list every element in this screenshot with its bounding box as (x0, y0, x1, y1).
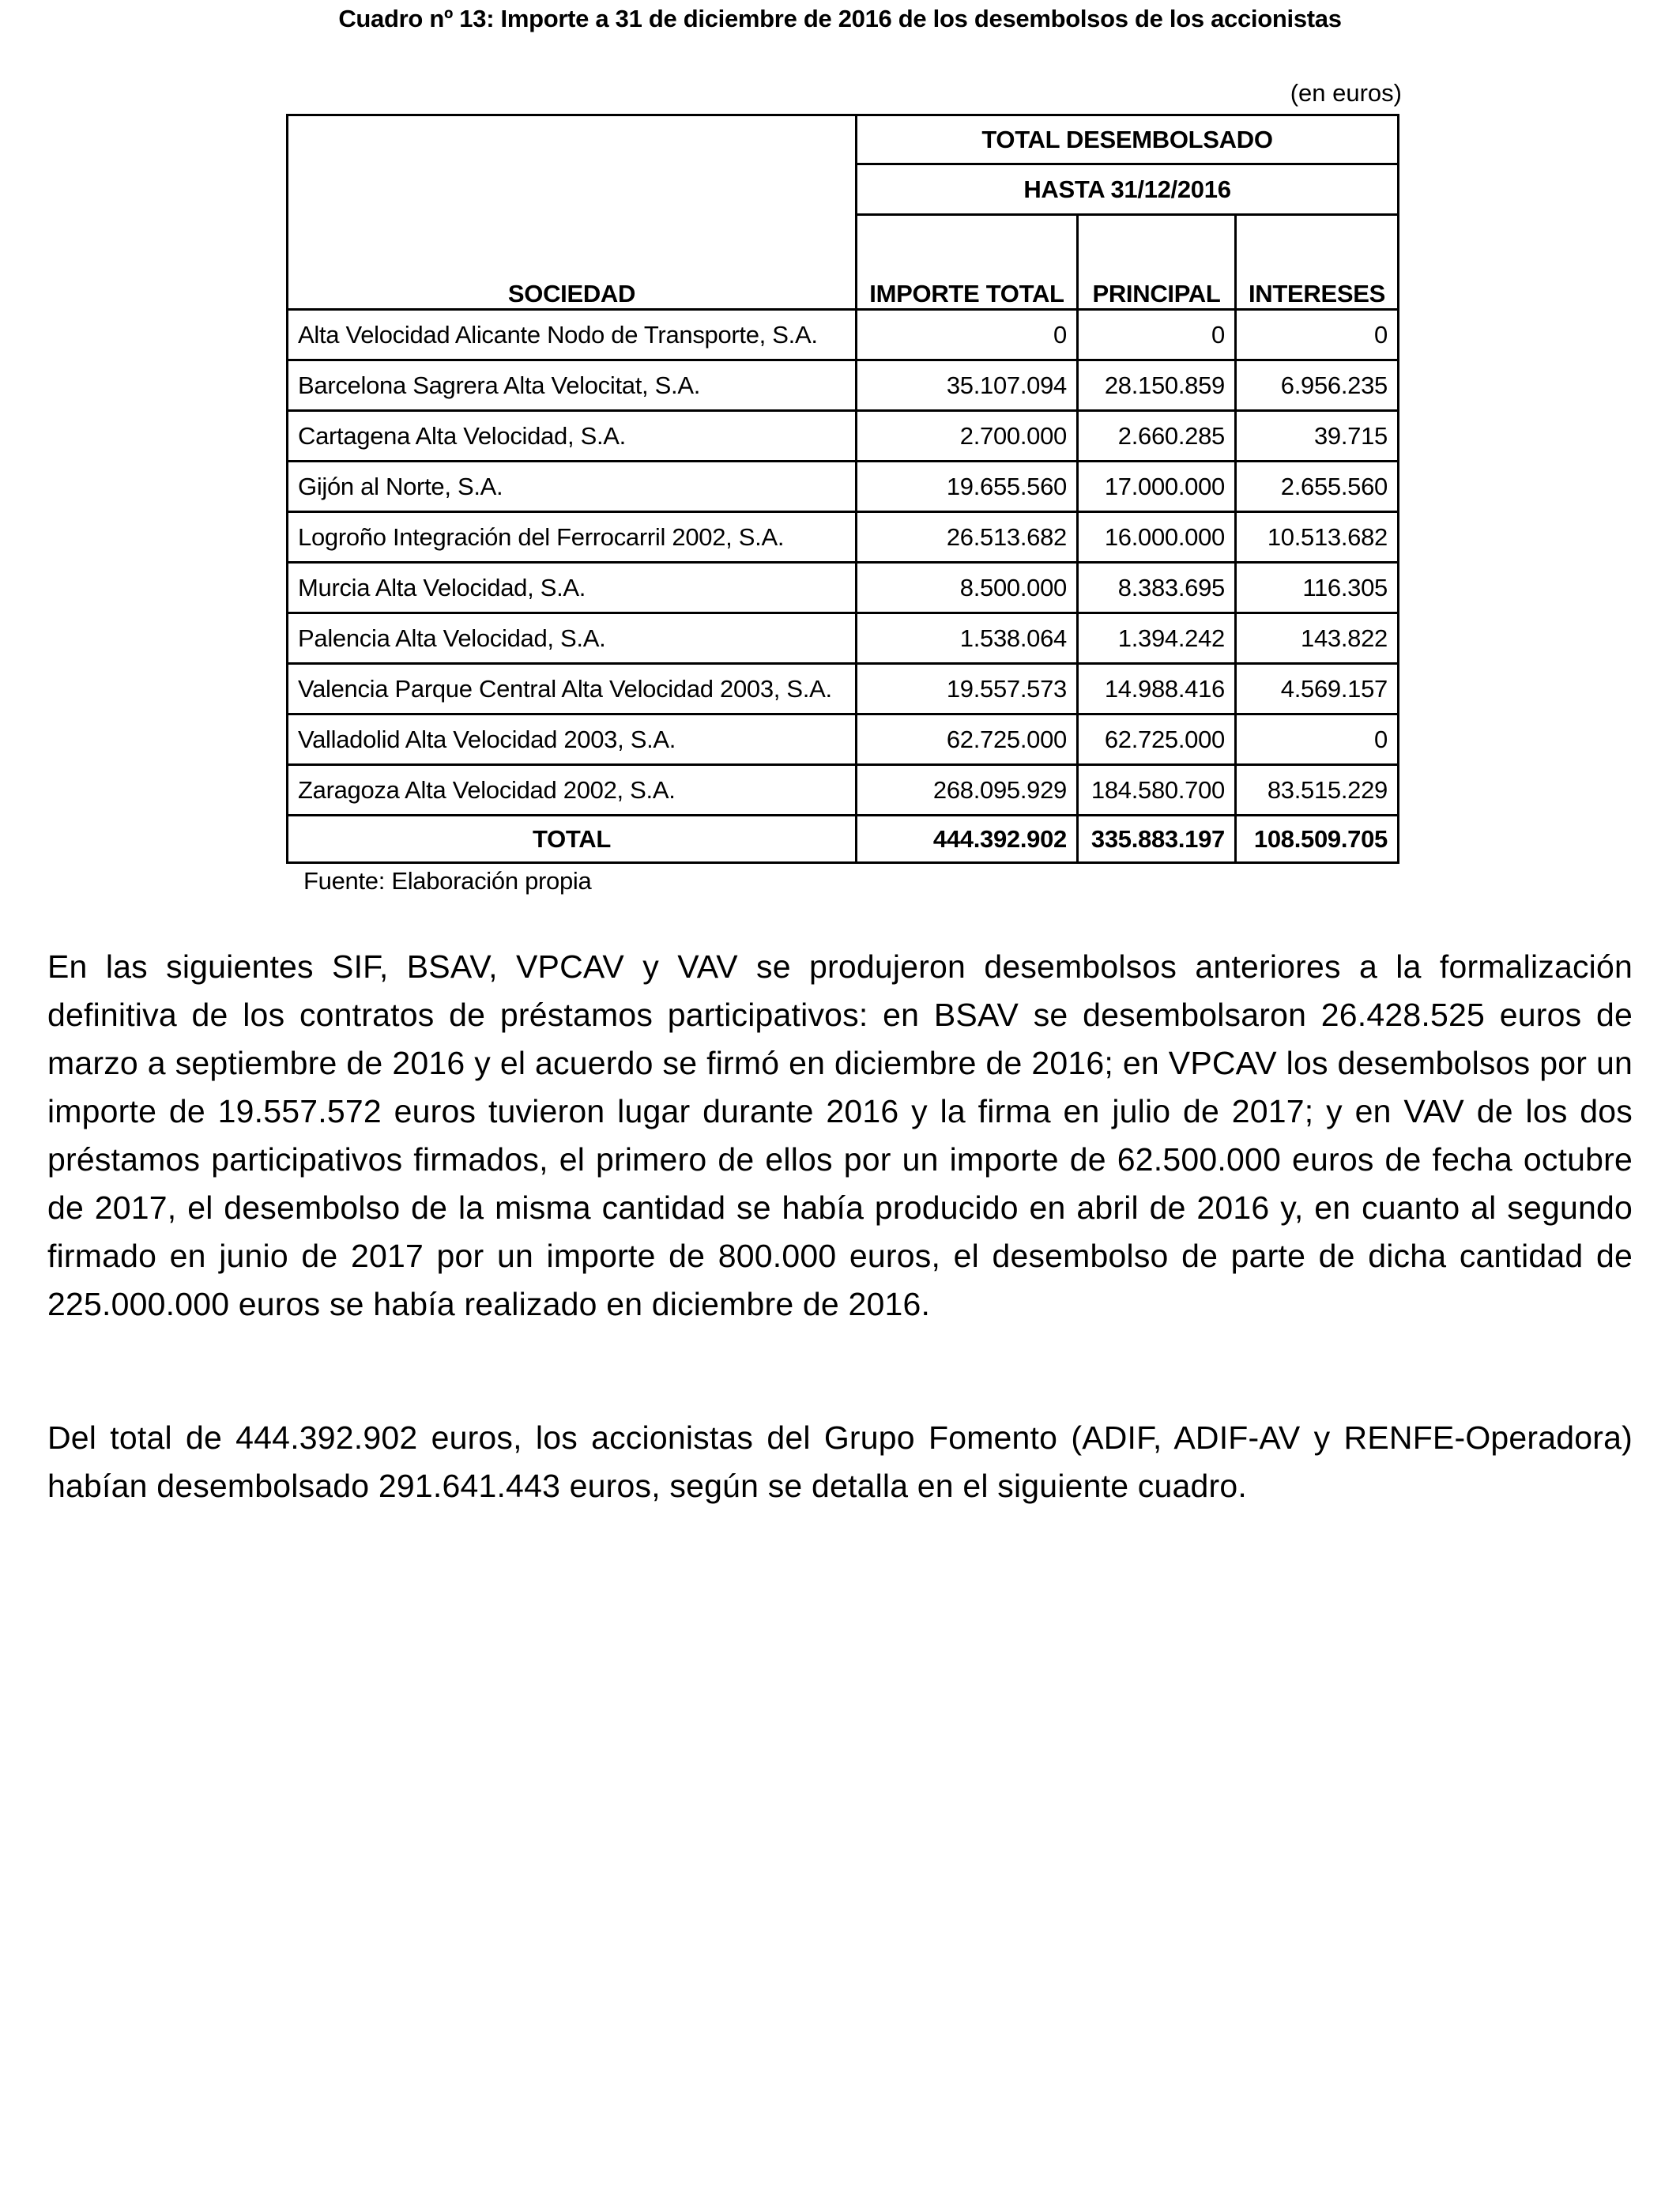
total-amount: 2.700.000 (857, 411, 1078, 462)
table-caption: Cuadro nº 13: Importe a 31 de diciembre de 2016 de los desembolsos de los accionistas (338, 5, 1342, 32)
table-row (288, 714, 1399, 765)
interest-amount: 83.515.229 (1236, 765, 1399, 816)
company-name: Gijón al Norte, S.A. (288, 462, 857, 512)
table-row (288, 512, 1399, 563)
body-paragraph: Del total de 444.392.902 euros, los accionistas del Grupo Fomento (ADIF, ADIF-AV y RENFE-Operadora) habían desembolsado 291.641.443 euros, según se detalla en el siguiente cuadro. (47, 1419, 1633, 1504)
total-amount: 26.513.682 (857, 512, 1078, 563)
grand-total-amount: 444.392.902 (857, 816, 1078, 863)
table-row (288, 613, 1399, 664)
principal-amount: 14.988.416 (1078, 664, 1236, 714)
table-row (288, 360, 1399, 411)
grand-total-interest: 108.509.705 (1236, 816, 1399, 863)
company-name: Palencia Alta Velocidad, S.A. (288, 613, 857, 664)
principal-amount: 2.660.285 (1078, 411, 1236, 462)
total-amount: 0 (857, 310, 1078, 360)
interest-amount: 143.822 (1236, 613, 1399, 664)
principal-amount: 62.725.000 (1078, 714, 1236, 765)
column-header-interest: INTERESES (1236, 215, 1399, 310)
principal-amount: 0 (1078, 310, 1236, 360)
total-amount: 35.107.094 (857, 360, 1078, 411)
principal-amount: 1.394.242 (1078, 613, 1236, 664)
principal-amount: 17.000.000 (1078, 462, 1236, 512)
table-row (288, 664, 1399, 714)
company-name: Valladolid Alta Velocidad 2003, S.A. (288, 714, 857, 765)
interest-amount: 4.569.157 (1236, 664, 1399, 714)
total-amount: 268.095.929 (857, 765, 1078, 816)
grand-total-principal: 335.883.197 (1078, 816, 1236, 863)
interest-amount: 2.655.560 (1236, 462, 1399, 512)
table-row (288, 462, 1399, 512)
interest-amount: 39.715 (1236, 411, 1399, 462)
group-header: TOTAL DESEMBOLSADO (857, 115, 1399, 164)
column-header-total: IMPORTE TOTAL (857, 215, 1078, 310)
interest-amount: 0 (1236, 714, 1399, 765)
total-amount: 8.500.000 (857, 563, 1078, 613)
column-header-principal: PRINCIPAL (1078, 215, 1236, 310)
total-amount: 1.538.064 (857, 613, 1078, 664)
total-amount: 19.655.560 (857, 462, 1078, 512)
table-row (288, 563, 1399, 613)
total-label: TOTAL (288, 816, 857, 863)
disbursements-table (286, 114, 1399, 864)
table-row (288, 765, 1399, 816)
interest-amount: 6.956.235 (1236, 360, 1399, 411)
principal-amount: 8.383.695 (1078, 563, 1236, 613)
company-name: Alta Velocidad Alicante Nodo de Transporte, S.A. (288, 310, 857, 360)
group-subheader: HASTA 31/12/2016 (857, 164, 1399, 215)
company-name: Cartagena Alta Velocidad, S.A. (288, 411, 857, 462)
total-amount: 19.557.573 (857, 664, 1078, 714)
interest-amount: 0 (1236, 310, 1399, 360)
company-name: Murcia Alta Velocidad, S.A. (288, 563, 857, 613)
total-amount: 62.725.000 (857, 714, 1078, 765)
company-name: Barcelona Sagrera Alta Velocitat, S.A. (288, 360, 857, 411)
interest-amount: 116.305 (1236, 563, 1399, 613)
unit-note: (en euros) (1290, 79, 1402, 107)
interest-amount: 10.513.682 (1236, 512, 1399, 563)
principal-amount: 16.000.000 (1078, 512, 1236, 563)
principal-amount: 28.150.859 (1078, 360, 1236, 411)
table-row (288, 310, 1399, 360)
source-note: Fuente: Elaboración propia (303, 867, 592, 895)
column-header-company: SOCIEDAD (288, 115, 857, 310)
company-name: Zaragoza Alta Velocidad 2002, S.A. (288, 765, 857, 816)
body-paragraph: En las siguientes SIF, BSAV, VPCAV y VAV se produjeron desembolsos anteriores a la formalización definitiva de los contratos de préstamos participativos: en BSAV se desembolsaron 26.428.525 euros de marzo a septiembre de 2016 y el acuerdo se firmó en diciembre de 2016; en VPCAV los desembolsos por un importe de 19.557.572 euros tuvieron lugar durante 2016 y la firma en julio de 2017; y en VAV de los dos préstamos participativos firmados, el primero de ellos por un importe de 62.500.000 euros de fecha octubre de 2017, el desembolso de la misma cantidad se había producido en abril de 2016 y, en cuanto al segundo firmado en junio de 2017 por un importe de 800.000 euros, el desembolso de parte de dicha cantidad de 225.000.000 euros se había realizado en diciembre de 2016. (47, 948, 1633, 1322)
table-row (288, 411, 1399, 462)
total-row (288, 816, 1399, 863)
company-name: Logroño Integración del Ferrocarril 2002, S.A. (288, 512, 857, 563)
principal-amount: 184.580.700 (1078, 765, 1236, 816)
company-name: Valencia Parque Central Alta Velocidad 2003, S.A. (288, 664, 857, 714)
